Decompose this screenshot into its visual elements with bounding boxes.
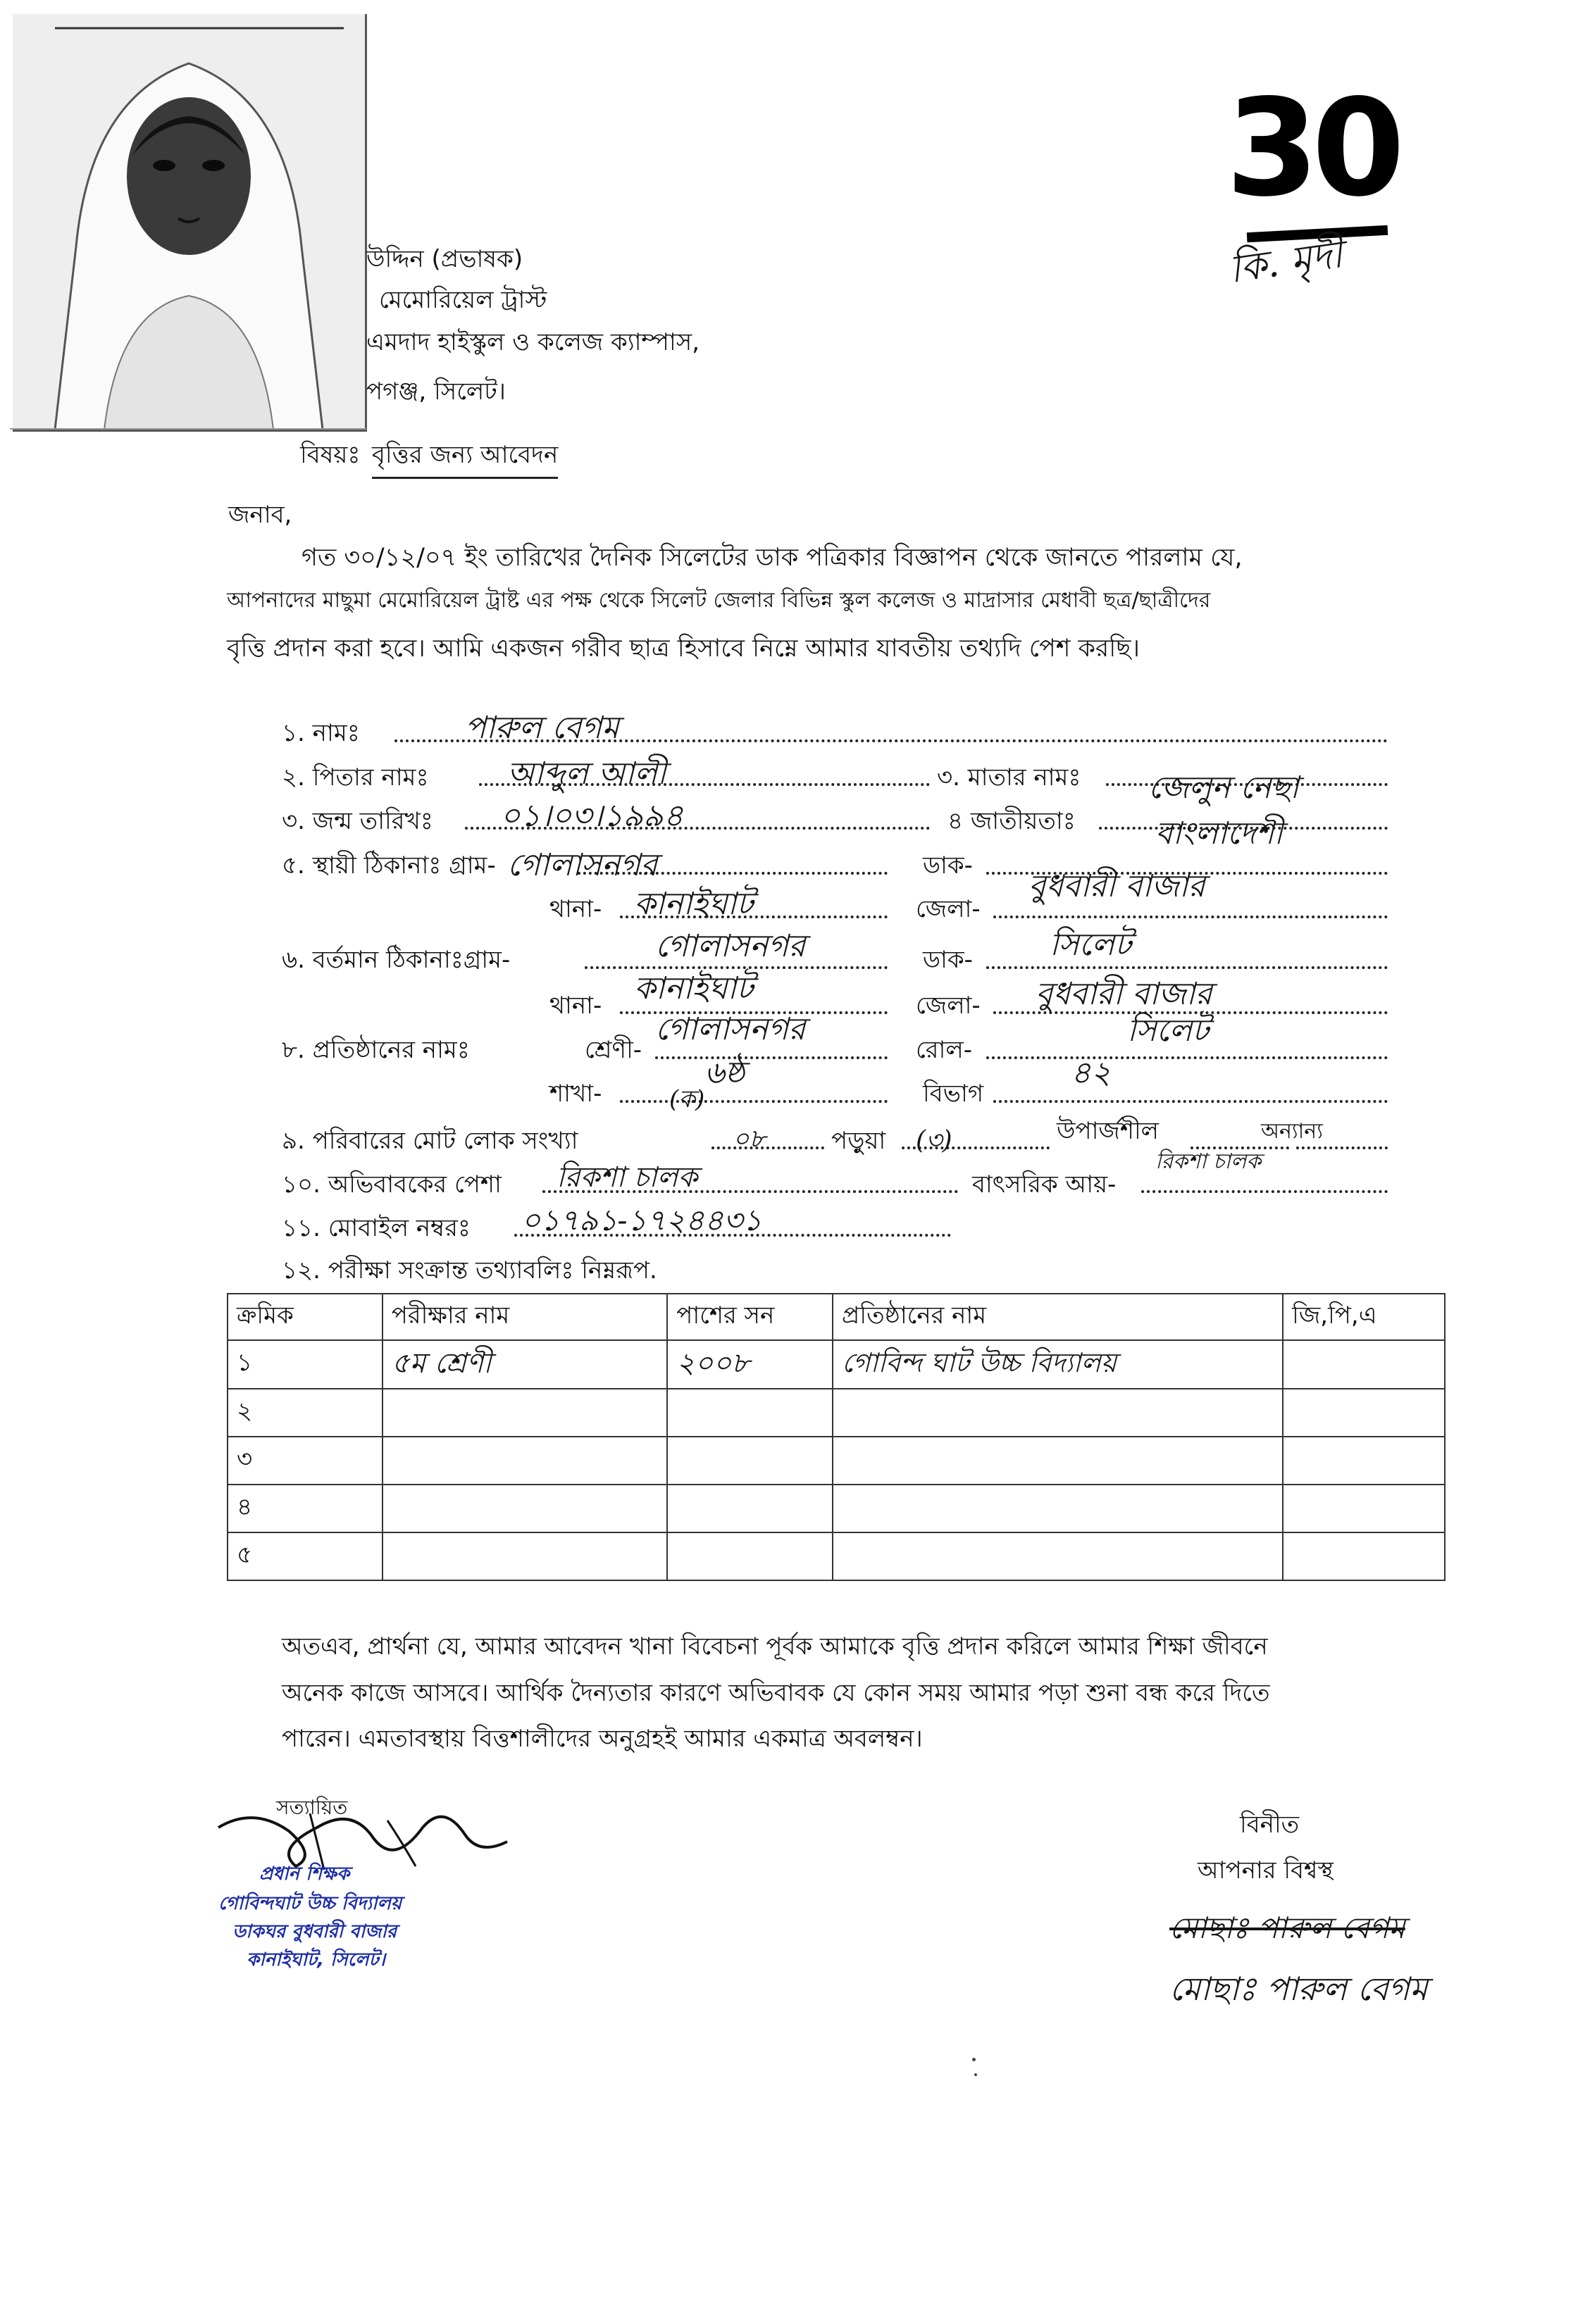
curr-village-value: গোলাসনগর <box>655 928 806 964</box>
income-dots <box>1141 1190 1388 1193</box>
dept-dots <box>993 1100 1388 1103</box>
intro-line-2: আপনাদের মাছুমা মেমোরিয়েল ট্রাষ্ট এর পক্ষ থেকে সিলেট জেলার বিভিন্ন স্কুল কলেজ ও মাদ্রাসার মেধাবী ছত্র/ছাত্রীদের <box>227 588 1211 613</box>
header-serial: ক্রমিক <box>228 1294 383 1340</box>
stamp-line-4: কানাইঘাট, সিলেট। <box>247 1949 385 1970</box>
curr-thana-value: কানাইঘাট <box>634 970 754 1006</box>
stamp-line-3: ডাকঘর বুধবারী বাজার <box>232 1921 397 1942</box>
section-label: শাখা- <box>549 1080 602 1108</box>
portrait-image <box>13 14 365 430</box>
cell-exam-name <box>383 1437 667 1485</box>
roll-label: রোল- <box>916 1036 972 1064</box>
table-row <box>228 1437 1445 1485</box>
header-pass-year: পাশের সন <box>667 1294 833 1340</box>
cell-serial: ৪ <box>228 1485 383 1532</box>
header-gpa: জি,পি,এ <box>1283 1294 1445 1340</box>
header-institution: প্রতিষ্ঠানের নাম <box>833 1294 1283 1340</box>
recipient-line-4: পগঞ্জ, সিলেট। <box>366 377 506 406</box>
scan-speck <box>974 2073 977 2076</box>
studying-label: পড়ুয়া <box>831 1127 886 1155</box>
scan-speck <box>972 2058 976 2061</box>
studying-value: (৩) <box>916 1126 952 1155</box>
cell-institution <box>833 1532 1283 1580</box>
salutation: জনাব, <box>228 501 292 529</box>
institution-label: ৮. প্রতিষ্ঠানের নামঃ <box>282 1036 470 1064</box>
intro-line-3: বৃত্তি প্রদান করা হবে। আমি একজন গরীব ছাত্র হিসাবে নিম্নে আমার যাবতীয় তথ্যদি পেশ করছি। <box>227 635 1140 663</box>
curr-district-value: সিলেট <box>1050 927 1132 963</box>
cell-pass-year <box>667 1389 833 1437</box>
curr-post-dots <box>986 966 1388 969</box>
stamp-line-2: গোবিন্দঘাট উচ্চ বিদ্যালয় <box>218 1893 402 1914</box>
applicant-signature-name: মোছাঃ পারুল বেগম <box>1169 1970 1428 2008</box>
others-label: অন্যান্য <box>1261 1119 1323 1144</box>
name-label: ১. নামঃ <box>282 719 360 747</box>
closing-line-1: অতএব, প্রার্থনা যে, আমার আবেদন খানা বিবেচনা পূর্বক আমাকে বৃত্তি প্রদান করিলে আমার শিক্ষা জীবনে <box>282 1632 1268 1661</box>
recipient-line-1: উদ্দিন (প্রভাষক) <box>366 245 523 273</box>
guardian-value: রিকশা চালক <box>557 1161 698 1194</box>
class-label: শ্রেণী- <box>585 1036 642 1064</box>
dob-value: ০১।০৩।১৯৯৪ <box>500 798 684 834</box>
perm-post-value: বুধবারী বাজার <box>1028 868 1205 904</box>
curr-post-value: বুধবারী বাজার <box>1036 976 1212 1012</box>
cell-exam-name <box>383 1389 667 1437</box>
mobile-value: ০১৭৯১-১৭২৪৪৩১ <box>521 1203 762 1237</box>
mother-value: জেলুন নেছা <box>1148 770 1299 806</box>
guardian-value-extra: রিকশা চালক <box>1155 1149 1262 1174</box>
table-row <box>228 1389 1445 1437</box>
page-number-mark: 30 <box>1226 70 1398 226</box>
exam-info-label: ১২. পরীক্ষা সংক্রান্ত তথ্যাবলিঃ নিম্নরূপ. <box>282 1256 657 1285</box>
perm-district-label: জেলা- <box>916 895 981 923</box>
cell-institution <box>833 1389 1283 1437</box>
roll-value: ৪২ <box>1071 1055 1112 1091</box>
sign-off-line-1: বিনীত <box>1240 1811 1300 1839</box>
header-exam-name: পরীক্ষার নাম <box>383 1294 667 1340</box>
name-value: পারুল বেগম <box>465 710 619 746</box>
institution-value: গোলাসনগর <box>655 1011 806 1047</box>
father-label: ২. পিতার নামঃ <box>282 763 429 792</box>
sign-off-line-2: আপনার বিশ্বস্থ <box>1198 1856 1334 1885</box>
curr-thana-label: থানা- <box>549 992 602 1020</box>
cell-pass-year <box>667 1485 833 1532</box>
headmaster-signature <box>211 1799 521 1877</box>
cell-serial: ৫ <box>228 1532 383 1580</box>
family-value: ০৮ <box>733 1125 766 1154</box>
recipient-line-3: এমদাদ হাইস্কুল ও কলেজ ক্যাম্পাস, <box>366 328 700 356</box>
cell-exam-name <box>383 1532 667 1580</box>
closing-line-3: পারেন। এমতাবস্থায় বিত্তশালীদের অনুগ্রহই আমার একমাত্র অবলম্বন। <box>282 1725 923 1753</box>
perm-district-value: সিলেট <box>1127 1013 1210 1049</box>
cell-serial: ৩ <box>228 1437 383 1485</box>
struck-name: মোছাঃ পারুল বেগম <box>1169 1911 1405 1945</box>
nationality-label: ৪ জাতীয়তাঃ <box>947 807 1076 835</box>
family-dots <box>711 1147 824 1149</box>
dept-label: বিভাগ <box>923 1080 984 1108</box>
photo-edge <box>10 428 366 434</box>
cell-serial: ১ <box>228 1340 383 1389</box>
curr-district-label: জেলা- <box>916 992 981 1020</box>
perm-village-value: গোলাসনগর <box>507 847 658 883</box>
cell-pass-year: ২০০৮ <box>667 1340 833 1389</box>
perm-post-label: ডাক- <box>923 851 973 880</box>
perm-address-label: ৫. স্থায়ী ঠিকানাঃ গ্রাম- <box>282 851 496 880</box>
cell-institution <box>833 1485 1283 1532</box>
table-header-row <box>228 1294 1445 1340</box>
cell-serial: ২ <box>228 1389 383 1437</box>
mother-label: ৩. মাতার নামঃ <box>937 763 1081 792</box>
subject-label: বিষয়ঃ <box>300 441 361 469</box>
corner-initials: কি. মৃদী <box>1226 232 1345 292</box>
cell-pass-year <box>667 1532 833 1580</box>
family-label: ৯. পরিবারের মোট লোক সংখ্যা <box>282 1127 578 1155</box>
stamp-line-1: প্রধান শিক্ষক <box>259 1863 350 1885</box>
perm-thana-label: থানা- <box>549 895 602 923</box>
table-row <box>228 1532 1445 1580</box>
curr-post-label: ডাক- <box>923 946 973 974</box>
applicant-photo <box>13 14 367 432</box>
intro-line-1: গত ৩০/১২/০৭ ইং তারিখের দৈনিক সিলেটের ডাক পত্রিকার বিজ্ঞাপন থেকে জানতে পারলাম যে, <box>302 544 1243 572</box>
father-value: আব্দুল আলী <box>507 756 666 792</box>
income-label: বাৎসরিক আয়- <box>972 1170 1117 1199</box>
cell-gpa <box>1283 1437 1445 1485</box>
table-row <box>228 1485 1445 1532</box>
closing-line-2: অনেক কাজে আসবে। আর্থিক দৈন্যতার কারণে অভিবাবক যে কোন সময় আমার পড়া শুনা বন্ধ করে দিতে <box>282 1679 1270 1707</box>
cell-gpa <box>1283 1389 1445 1437</box>
recipient-line-2: মেমোরিয়েল ট্রাস্ট <box>379 286 547 314</box>
section-value: (ক) <box>669 1085 705 1113</box>
cell-gpa <box>1283 1340 1445 1389</box>
nationality-value: বাংলাদেশী <box>1155 816 1283 851</box>
mobile-label: ১১. মোবাইল নম্বরঃ <box>282 1214 471 1242</box>
cell-institution <box>833 1437 1283 1485</box>
cell-exam-name: ৫ম শ্রেণী <box>383 1340 667 1389</box>
section-dots <box>620 1100 888 1103</box>
attest-word: সত্যায়িত <box>276 1796 348 1819</box>
perm-district-dots <box>993 916 1388 918</box>
exam-table <box>227 1293 1446 1581</box>
cell-gpa <box>1283 1485 1445 1532</box>
dob-label: ৩. জন্ম তারিখঃ <box>282 807 433 835</box>
cell-institution: গোবিন্দ ঘাট উচ্চ বিদ্যালয় <box>833 1340 1283 1389</box>
class-value: ৬ষ্ঠ <box>704 1055 745 1091</box>
others-dots <box>1296 1147 1388 1149</box>
cell-exam-name <box>383 1485 667 1532</box>
subject-text: বৃত্তির জন্য আবেদন <box>372 437 558 479</box>
earning-label: উপার্জশীল <box>1057 1117 1160 1145</box>
perm-thana-value: কানাইঘাট <box>634 886 754 922</box>
curr-address-label: ৬. বর্তমান ঠিকানাঃগ্রাম- <box>282 946 511 974</box>
table-row <box>228 1340 1445 1389</box>
guardian-label: ১০. অভিবাবকের পেশা <box>282 1170 502 1199</box>
cell-pass-year <box>667 1437 833 1485</box>
cell-gpa <box>1283 1532 1445 1580</box>
